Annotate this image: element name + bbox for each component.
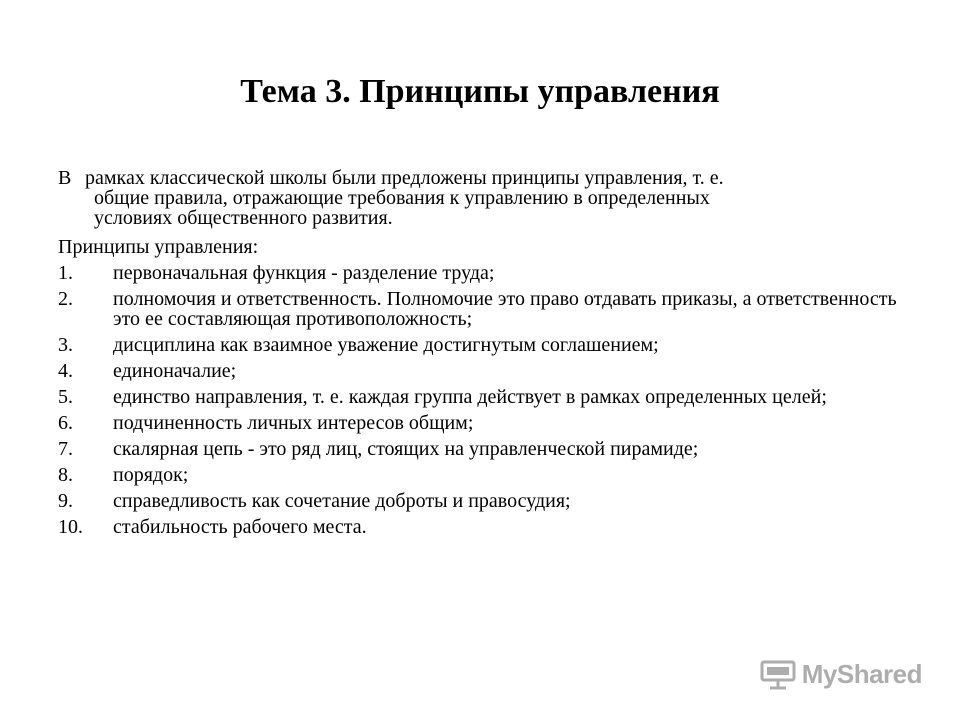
list-item (58, 335, 918, 355)
list-item-text: порядок; (113, 464, 189, 486)
list-item (58, 517, 918, 537)
list-item-number: 3. (58, 334, 73, 356)
list-item-number: 6. (58, 412, 73, 434)
list-item-number: 4. (58, 360, 73, 382)
principles-list (58, 263, 918, 537)
myshared-watermark (760, 659, 922, 690)
list-item-text: дисциплина как взаимное уважение достигнутым соглашением; (113, 334, 659, 356)
list-item-text: стабильность рабочего места. (113, 516, 367, 538)
list-item (58, 387, 918, 407)
watermark-text: MyShared (801, 659, 922, 689)
list-item (58, 361, 918, 381)
list-item-text: подчиненность личных интересов общим; (113, 412, 474, 434)
list-item (58, 413, 918, 433)
list-item-text: единство направления, т. е. каждая группа действует в рамках определенных целей; (113, 386, 827, 408)
list-item-number: 2. (58, 288, 73, 310)
presentation-board-icon (760, 660, 796, 690)
list-item (58, 263, 918, 283)
list-item-number: 9. (58, 490, 73, 512)
list-item-number: 1. (58, 262, 73, 284)
list-item (58, 491, 918, 511)
list-item-text: полномочия и ответственность. Полномочие это право отдавать приказы, а ответственность это ее составляющая противоположность; (113, 288, 897, 330)
principles-heading: Принципы управления: (58, 236, 259, 258)
list-item-number: 10. (58, 516, 83, 538)
intro-line-3: условиях общественного развития. (94, 207, 393, 229)
intro-line-1: рамках классической школы были предложены принципы управления, т. е. (85, 167, 724, 189)
list-item-text: первоначальная функция - разделение труда; (113, 262, 495, 284)
list-item (58, 465, 918, 485)
intro-lead: В (58, 167, 72, 189)
list-item-text: скалярная цепь - это ряд лиц, стоящих на управленческой пирамиде; (113, 438, 699, 460)
list-item (58, 289, 918, 329)
intro-line-2: общие правила, отражающие требования к управлению в определенных (94, 187, 710, 209)
slide-content (58, 168, 918, 537)
list-item-number: 8. (58, 464, 73, 486)
list-item (58, 439, 918, 459)
list-item-text: справедливость как сочетание доброты и правосудия; (113, 490, 571, 512)
list-item-text: единоначалие; (113, 360, 237, 382)
list-item-number: 7. (58, 438, 73, 460)
slide-title: Тема 3. Принципы управления (240, 73, 720, 110)
intro-paragraph (58, 168, 918, 228)
list-item-number: 5. (58, 386, 73, 408)
